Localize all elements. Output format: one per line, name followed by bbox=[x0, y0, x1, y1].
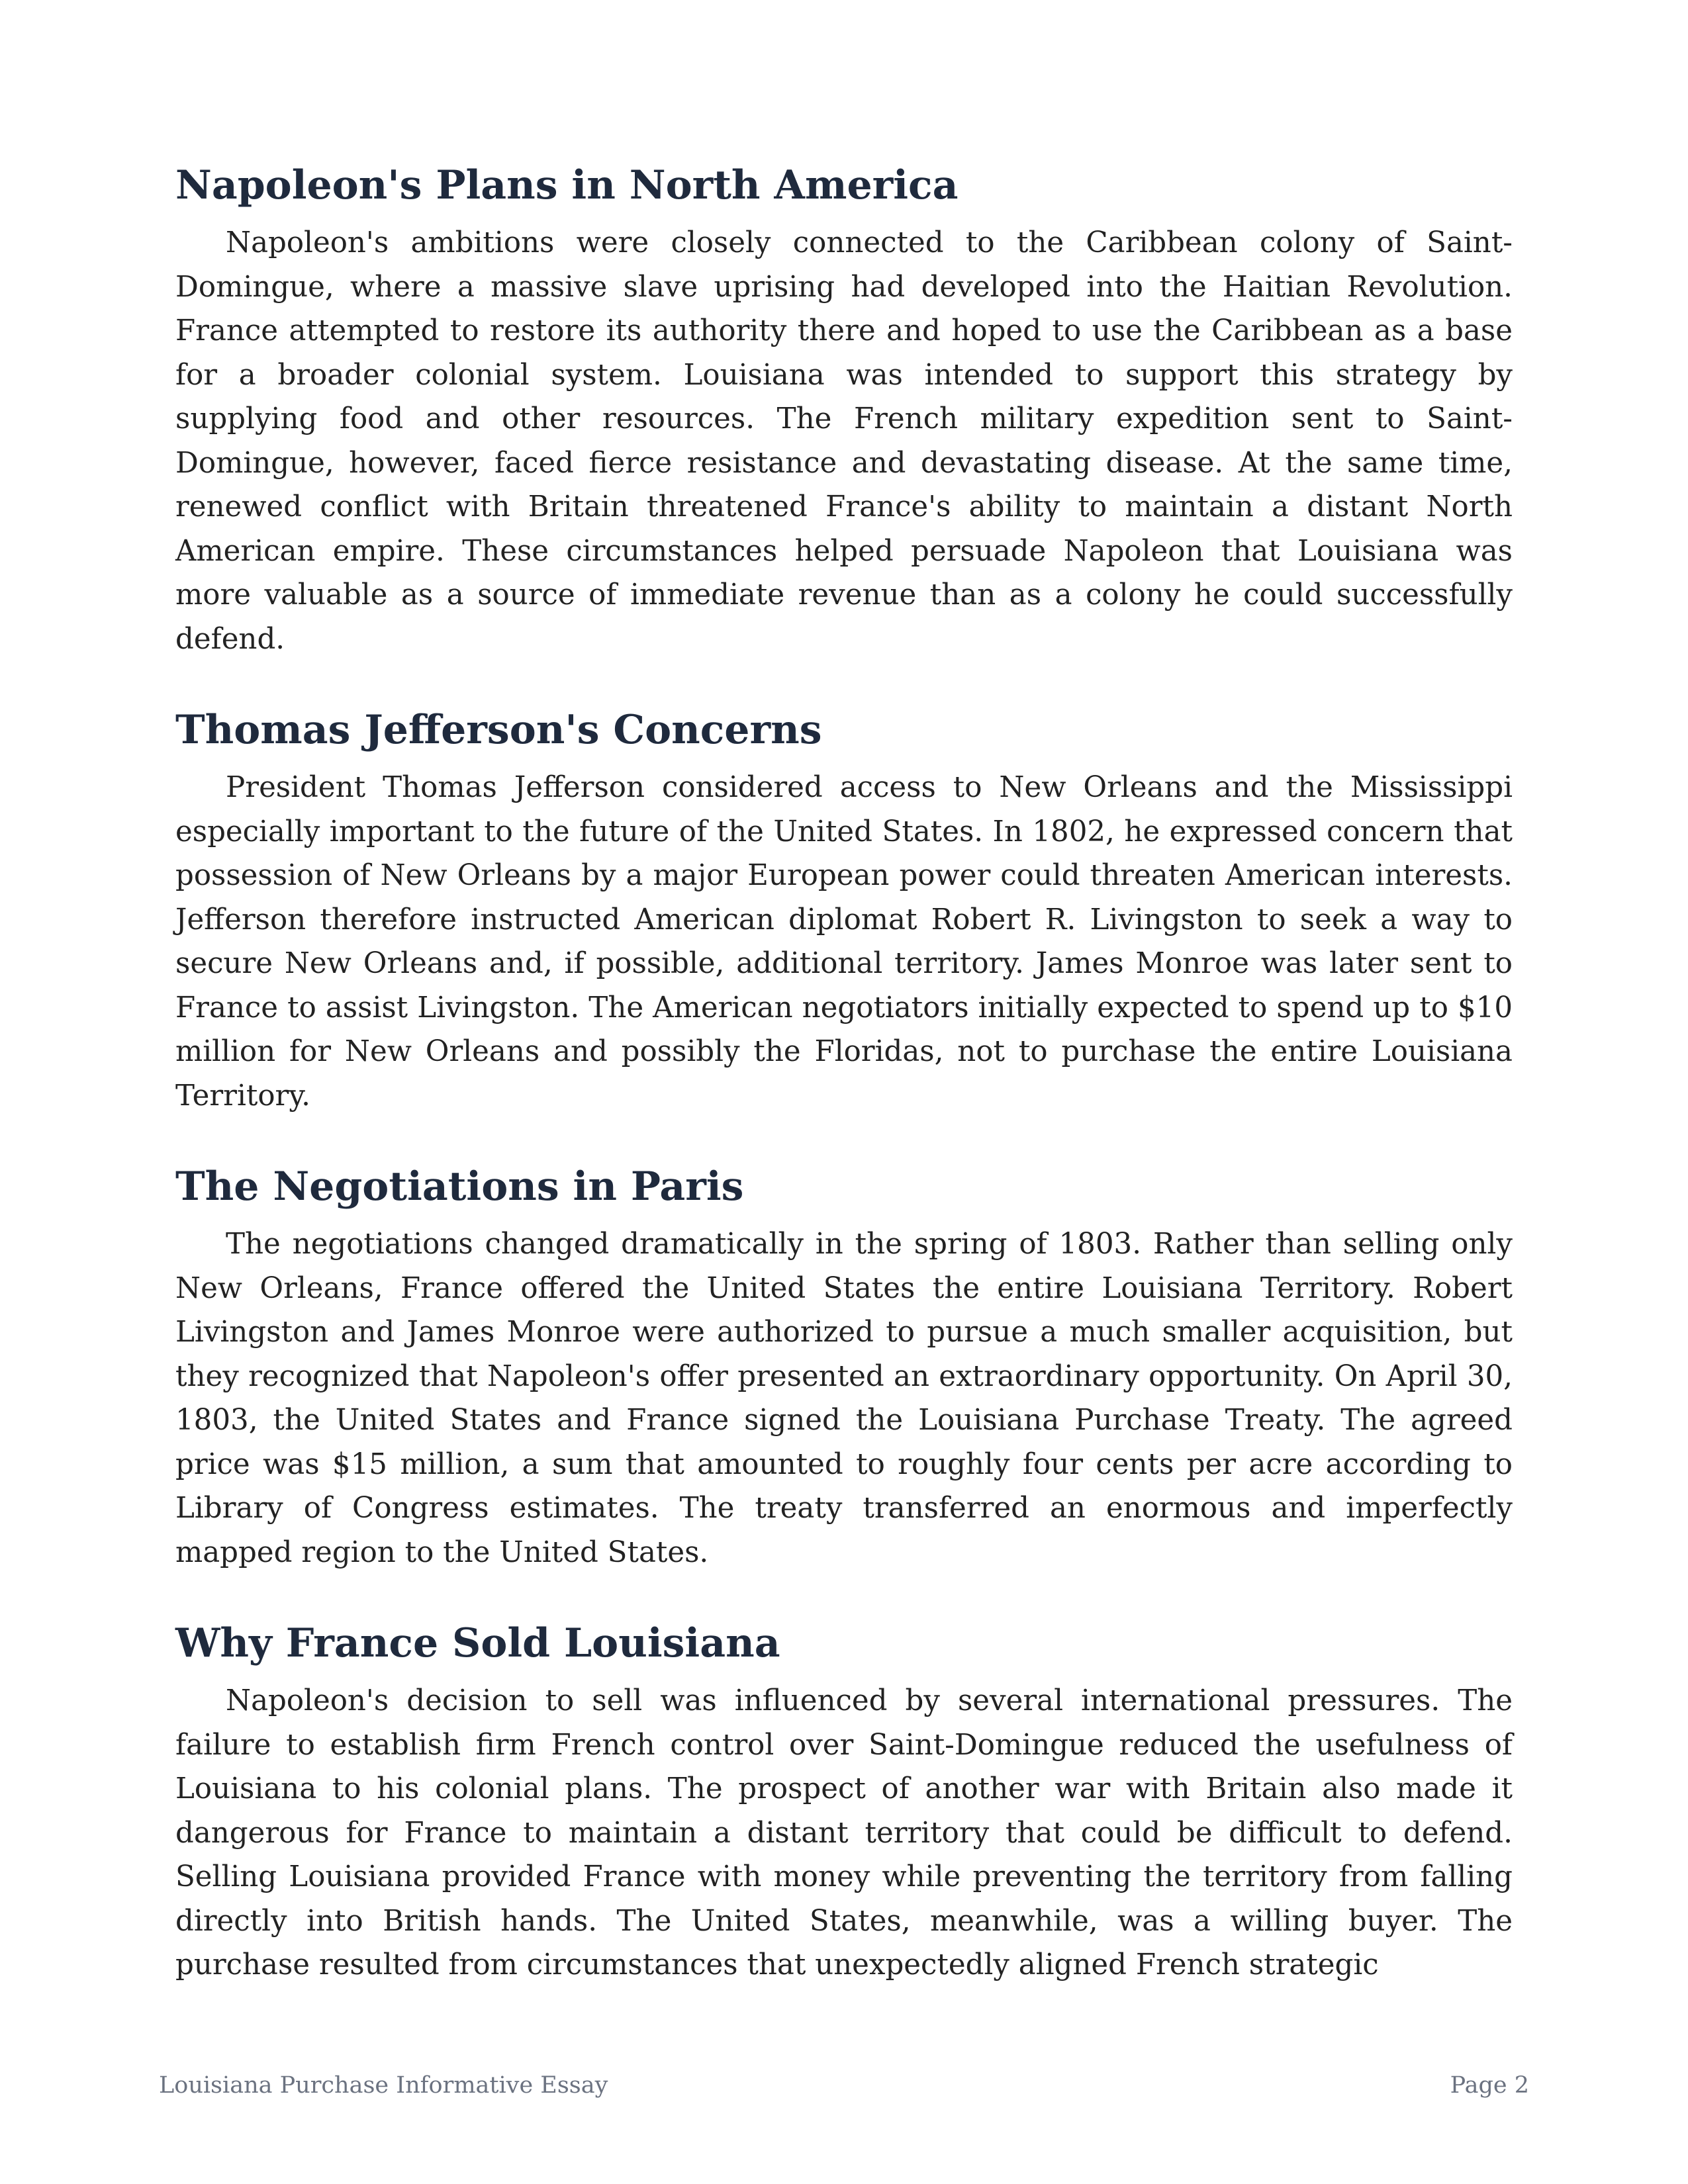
section-paragraph: The negotiations changed dramatically in the spring of 1803. Rather than selling only New Orleans, France offered the United States the entire Louisiana Territory. Robert Livingston and James Monroe were authorized to pursue a much smaller acquisition, but they recognized that Napoleon's offer presented an extraordinary opportunity. On April 30, 1803, the United States and France signed the Louisiana Purchase Treaty. The agreed price was $15 million, a sum that amounted to roughly four cents per acre according to Library of Congress estimates. The treaty transferred an enormous and imperfectly mapped region to the United States. bbox=[175, 1228, 1513, 1569]
footer-page-number: Page 2 bbox=[1450, 2072, 1529, 2099]
footer-document-title: Louisiana Purchase Informative Essay bbox=[159, 2072, 608, 2099]
section-paragraph: President Thomas Jefferson considered access to New Orleans and the Mississippi especially important to the future of the United States. In 1802, he expressed concern that possession of New Orleans by a major European power could threaten American interests. Jefferson therefore instructed American diplomat Robert R. Livingston to seek a way to secure New Orleans and, if possible, additional territory. James Monroe was later sent to France to assist Livingston. The American negotiators initially expected to spend up to $10 million for New Orleans and possibly the Floridas, not to purchase the entire Louisiana Territory. bbox=[175, 771, 1513, 1113]
section-why-france-sold bbox=[175, 1617, 1513, 1987]
section-heading: Thomas Jefferson's Concerns bbox=[175, 707, 822, 753]
section-negotiations-paris bbox=[175, 1160, 1513, 1574]
section-napoleons-plans bbox=[175, 159, 1513, 661]
section-paragraph: Napoleon's ambitions were closely connected to the Caribbean colony of Saint-Domingue, where a massive slave uprising had developed into the Haitian Revolution. France attempted to restore its authority there and hoped to use the Caribbean as a base for a broader colonial system. Louisiana was intended to support this strategy by supplying food and other resources. The French military expedition sent to Saint-Domingue, however, faced fierce resistance and devastating disease. At the same time, renewed conflict with Britain threatened France's ability to maintain a distant North American empire. These circumstances helped persuade Napoleon that Louisiana was more valuable as a source of immediate revenue than as a colony he could successfully defend. bbox=[175, 226, 1513, 656]
section-paragraph: Napoleon's decision to sell was influenced by several international pressures. The failure to establish firm French control over Saint-Domingue reduced the usefulness of Louisiana to his colonial plans. The prospect of another war with Britain also made it dangerous for France to maintain a distant territory that could be difficult to defend. Selling Louisiana provided France with money while preventing the territory from falling directly into British hands. The United States, meanwhile, was a willing buyer. The purchase resulted from circumstances that unexpectedly aligned French strategic bbox=[175, 1684, 1513, 1981]
section-jefferson-concerns bbox=[175, 704, 1513, 1118]
section-heading: Why France Sold Louisiana bbox=[175, 1620, 780, 1666]
page-footer bbox=[159, 2069, 1529, 2102]
essay-content bbox=[175, 159, 1513, 1987]
section-heading: The Negotiations in Paris bbox=[175, 1163, 744, 1210]
section-heading: Napoleon's Plans in North America bbox=[175, 162, 959, 208]
